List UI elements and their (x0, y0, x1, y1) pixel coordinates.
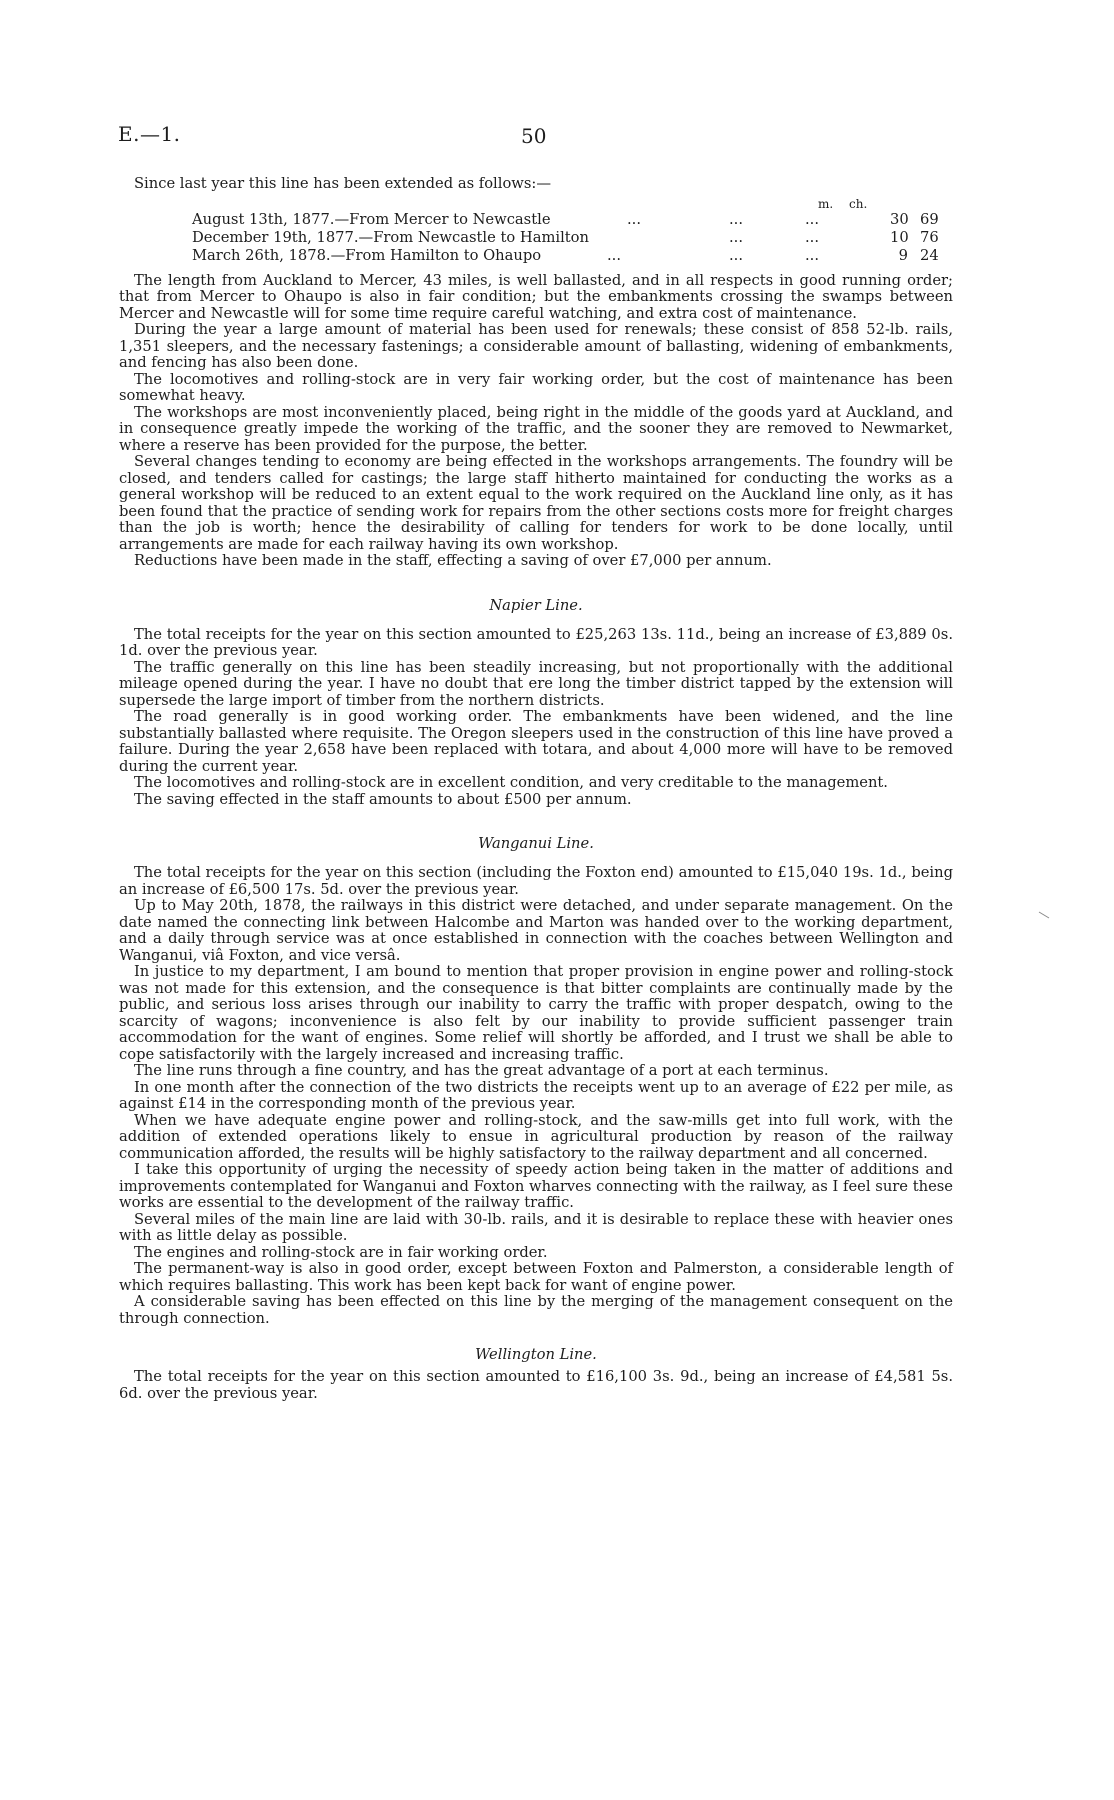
body-paragraph: Reductions have been made in the staff, effecting a saving of over £7,000 per annum. (134, 552, 772, 569)
extension-row (192, 211, 952, 229)
body-paragraph: The locomotives and rolling-stock are in excellent condition, and very creditable to the management. (134, 774, 888, 791)
extension-chains: 76 (920, 228, 939, 246)
body-paragraph: I take this opportunity of urging the necessity of speedy action being taken in the matter of additions and improvements contemplated for Wanganui and Foxton wharves connecting with the railway, as I feel sure these works are essential to the development of the railway traffic. (119, 1161, 953, 1211)
miles-unit: m. (818, 196, 834, 211)
section-heading-napier: Napier Line. (489, 596, 583, 614)
extension-chains: 24 (920, 246, 939, 264)
body-paragraph: In justice to my department, I am bound to mention that proper provision in engine power and rolling-stock was not made for this extension, and the consequence is that bitter complaints are continually made by the public, and serious loss arises through our inability to carry the traffic with proper despatch, owing to the scarcity of wagons; inconvenience is also felt by our inability to provide sufficient passenger train accommodation for the want of engines. Some relief will shortly be afforded, and I trust we shall be able to cope satisfactorily with the largely increased and increasing traffic. (119, 963, 953, 1063)
extension-miles: 9 (898, 246, 908, 264)
extension-row (192, 229, 952, 247)
chains-unit: ch. (849, 196, 868, 211)
extension-label: August 13th, 1877.—From Mercer to Newcastle (192, 210, 551, 228)
body-paragraph: A considerable saving has been effected on this line by the merging of the management consequent on the through connection. (119, 1293, 953, 1327)
body-paragraph: The workshops are most inconveniently placed, being right in the middle of the goods yard at Auckland, and in consequence greatly impede the working of the traffic, and the sooner they are removed to Newmarket, where a reserve has been provided for the purpose, the better. (119, 403, 953, 454)
leader-dots: ... (729, 246, 744, 264)
leader-dots: ... (805, 210, 820, 228)
body-paragraph: Several miles of the main line are laid with 30-lb. rails, and it is desirable to replace these with heavier ones with as little delay as possible. (119, 1210, 953, 1244)
section-heading-wanganui: Wanganui Line. (478, 835, 594, 852)
body-paragraph: The permanent-way is also in good order, except between Foxton and Palmerston, a considerable length of which requires ballasting. This work has been kept back for want of engine power. (119, 1260, 953, 1294)
leader-dots: ... (729, 228, 744, 246)
body-paragraph: The engines and rolling-stock are in fair working order. (134, 1243, 548, 1261)
page-number: 50 (521, 124, 547, 148)
leader-dots: ... (729, 210, 744, 228)
body-paragraph: Up to May 20th, 1878, the railways in this district were detached, and under separate management. On the date named the connecting link between Halcombe and Marton was handed over to the working department, and a daily through service was at once established in connection with the coaches between Wellington and Wanganui, viâ Foxton, and vice versâ. (119, 897, 953, 964)
body-paragraph: The saving effected in the staff amounts to about £500 per annum. (134, 790, 632, 808)
body-paragraph: The road generally is in good working order. The embankments have been widened, and the line substantially ballasted where requisite. The Oregon sleepers used in the construction of this line have proved a failure. During the year 2,658 have been replaced with totara, and about 4,000 more will have to be removed during the current year. (119, 708, 953, 775)
leader-dots: ... (805, 246, 820, 264)
extensions-intro: Since last year this line has been extended as follows:— (134, 175, 552, 192)
extension-label: March 26th, 1878.—From Hamilton to Ohaupo (192, 246, 542, 264)
margin-pencil-mark (1038, 910, 1050, 920)
document-id: E.—1. (118, 122, 181, 146)
extension-chains: 69 (920, 210, 939, 228)
extension-row (192, 247, 952, 265)
section-heading-wellington: Wellington Line. (475, 1346, 597, 1363)
body-paragraph: The locomotives and rolling-stock are in very fair working order, but the cost of maintenance has been somewhat heavy. (119, 370, 953, 404)
extension-label: December 19th, 1877.—From Newcastle to Hamilton (192, 228, 589, 246)
body-paragraph: The line runs through a fine country, and has the great advantage of a port at each terminus. (134, 1062, 829, 1079)
extensions-table (119, 193, 953, 273)
body-paragraph: During the year a large amount of material has been used for renewals; these consist of 858 52-lb. rails, 1,351 sleepers, and the necessary fastenings; a considerable amount of ballasting, widening of embankments, and fencing has also been done. (119, 321, 953, 371)
leader-dots: ... (607, 246, 622, 264)
body-paragraph: The traffic generally on this line has been steadily increasing, but not proportionally with the additional mileage opened during the year. I have no doubt that ere long the timber district tapped by the extension will supersede the large import of timber from the northern districts. (119, 658, 953, 709)
extensions-units (818, 197, 879, 211)
extension-miles: 10 (890, 228, 909, 246)
body-paragraph: In one month after the connection of the two districts the receipts went up to an average of £22 per mile, as against £14 in the corresponding month of the previous year. (119, 1078, 953, 1112)
body-paragraph: Several changes tending to economy are being effected in the workshops arrangements. The foundry will be closed, and tenders called for castings; the large staff hitherto maintained for conducting the works as a general workshop will be reduced to an extent equal to the work required on the Auckland line only, as it has been found that the practice of sending work for repairs from the other sections costs more for freight charges than the job is worth; hence the desirability of calling for tenders for work to be done locally, until arrangements are made for each railway having its own workshop. (119, 453, 953, 553)
leader-dots: ... (627, 210, 642, 228)
leader-dots: ... (805, 228, 820, 246)
body-paragraph: The total receipts for the year on this section amounted to £16,100 3s. 9d., being an increase of £4,581 5s. 6d. over the previous year. (119, 1368, 953, 1402)
body-paragraph: The length from Auckland to Mercer, 43 miles, is well ballasted, and in all respects in good running order; that from Mercer to Ohaupo is also in fair condition; but the embankments crossing the swamps between Mercer and Newcastle will for some time require careful watching, and extra cost of maintenance. (119, 271, 953, 322)
body-paragraph: When we have adequate engine power and rolling-stock, and the saw-mills get into full work, with the addition of extended operations likely to ensue in agricultural production by reason of the railway communication afforded, the results will be highly satisfactory to the railway department and all concerned. (119, 1111, 953, 1162)
document-body (119, 176, 953, 1402)
body-paragraph: The total receipts for the year on this section amounted to £25,263 13s. 11d., being an increase of £3,889 0s. 1d. over the previous year. (119, 625, 953, 659)
extension-miles: 30 (890, 210, 909, 228)
body-paragraph: The total receipts for the year on this section (including the Foxton end) amounted to £15,040 19s. 1d., being an increase of £6,500 17s. 5d. over the previous year. (119, 864, 953, 898)
